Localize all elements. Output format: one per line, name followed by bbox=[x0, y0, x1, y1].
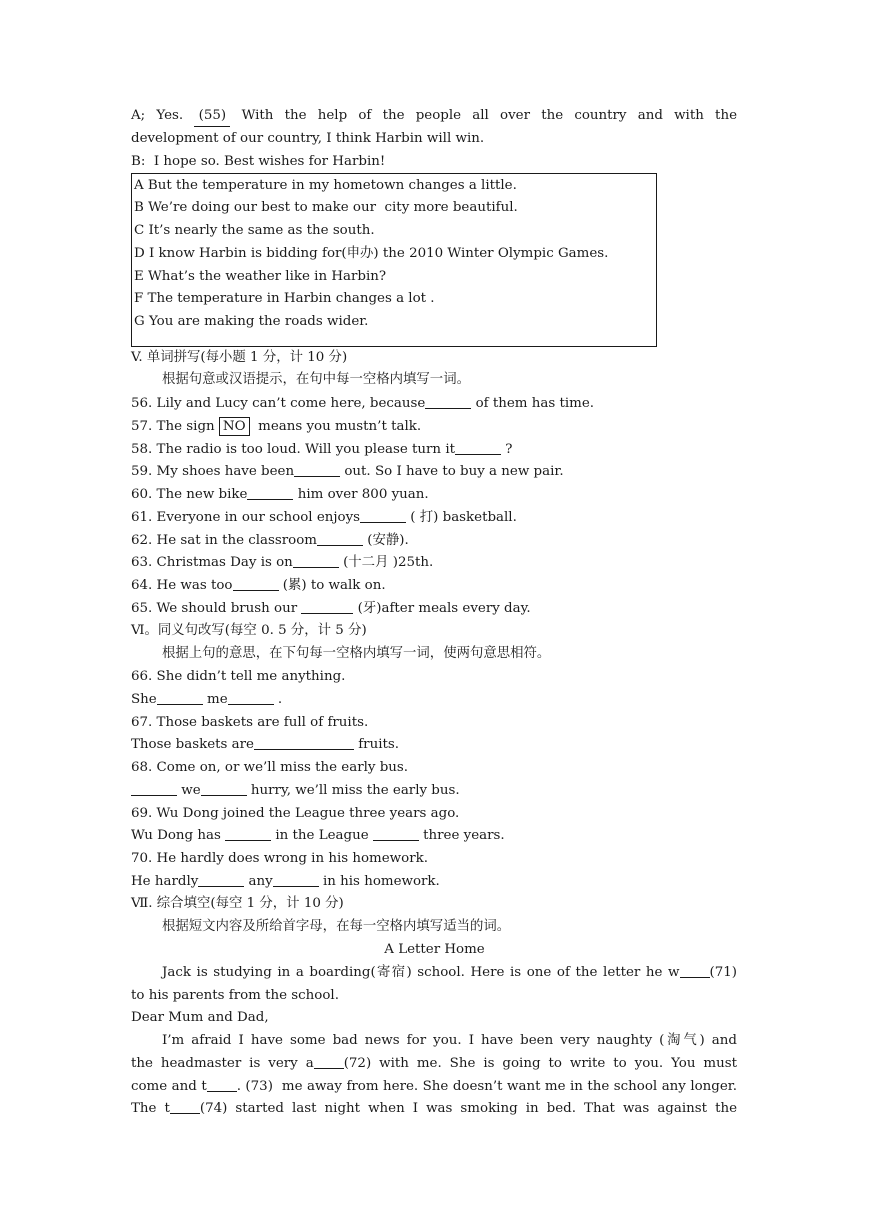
question-63: 63. Christmas Day is on (十二月 )25th. bbox=[131, 555, 434, 570]
blank-60[interactable] bbox=[247, 485, 293, 500]
rewrite-66: She me . bbox=[131, 692, 283, 707]
passage-line-6: The t (74) started last night when I was smoking in bed. That was against the bbox=[131, 1101, 737, 1116]
question-58: 58. The radio is too loud. Will you please turn it ? bbox=[131, 442, 513, 457]
letter-greeting: Dear Mum and Dad, bbox=[131, 1010, 269, 1025]
no-sign: NO bbox=[219, 417, 250, 436]
passage-title: A Letter Home bbox=[384, 942, 485, 957]
section7-title: Ⅶ. 综合填空(每空 1 分，计 10 分) bbox=[131, 896, 344, 911]
blank-56[interactable] bbox=[425, 394, 471, 409]
blank-64[interactable] bbox=[233, 576, 279, 591]
section7-instruction: 根据短文内容及所给首字母，在每一空格内填写适当的词。 bbox=[162, 919, 511, 934]
question-67: 67. Those baskets are full of fruits. bbox=[131, 715, 369, 730]
blank-72[interactable] bbox=[314, 1054, 344, 1069]
question-61: 61. Everyone in our school enjoys ( 打) basketball. bbox=[131, 510, 517, 525]
question-69: 69. Wu Dong joined the League three years ago. bbox=[131, 806, 460, 821]
blank-71[interactable] bbox=[680, 963, 710, 978]
blank-55[interactable]: (55) bbox=[194, 106, 230, 127]
options-box bbox=[131, 173, 657, 347]
blank-63[interactable] bbox=[293, 553, 339, 568]
blank-61[interactable] bbox=[360, 508, 406, 523]
passage-line-3: I’m afraid I have some bad news for you. I have been very naughty (淘气) and bbox=[162, 1033, 737, 1048]
question-62: 62. He sat in the classroom (安静). bbox=[131, 533, 409, 548]
option-e: E What’s the weather like in Harbin? bbox=[134, 269, 387, 284]
passage-line-4: the headmaster is very a (72) with me. She is going to write to you. You must bbox=[131, 1056, 737, 1071]
section6-instruction: 根据上句的意思，在下句每一空格内填写一词，使两句意思相符。 bbox=[162, 646, 551, 661]
option-d: D I know Harbin is bidding for(申办) the 2010 Winter Olympic Games. bbox=[134, 246, 609, 261]
question-65: 65. We should brush our (牙)after meals every day. bbox=[131, 601, 531, 616]
dialogue-line-b: B: I hope so. Best wishes for Harbin! bbox=[131, 154, 386, 169]
option-a: A But the temperature in my hometown changes a little. bbox=[134, 178, 517, 193]
option-g: G You are making the roads wider. bbox=[134, 314, 369, 329]
section5-instruction: 根据句意或汉语提示，在句中每一空格内填写一词。 bbox=[162, 372, 470, 387]
rewrite-67: Those baskets are fruits. bbox=[131, 737, 399, 752]
passage-line-2: to his parents from the school. bbox=[131, 988, 339, 1003]
blank-66b[interactable] bbox=[228, 690, 274, 705]
section6-title: Ⅵ。同义句改写(每空 0. 5 分，计 5 分) bbox=[131, 623, 367, 638]
question-66: 66. She didn’t tell me anything. bbox=[131, 669, 346, 684]
blank-62[interactable] bbox=[317, 531, 363, 546]
option-c: C It’s nearly the same as the south. bbox=[134, 223, 375, 238]
section5-title: V. 单词拼写(每小题 1 分，计 10 分) bbox=[131, 350, 348, 365]
passage-line-1: Jack is studying in a boarding(寄宿) school. Here is one of the letter he w (71) bbox=[162, 965, 737, 980]
question-70: 70. He hardly does wrong in his homework. bbox=[131, 851, 428, 866]
question-68: 68. Come on, or we’ll miss the early bus. bbox=[131, 760, 409, 775]
question-64: 64. He was too (累) to walk on. bbox=[131, 578, 386, 593]
rewrite-68: we hurry, we’ll miss the early bus. bbox=[131, 781, 460, 801]
option-b: B We’re doing our best to make our city more beautiful. bbox=[134, 200, 518, 215]
blank-74[interactable] bbox=[170, 1099, 200, 1114]
dialogue-line-a2: development of our country, I think Harbin will win. bbox=[131, 131, 485, 146]
rewrite-70: He hardly any in his homework. bbox=[131, 874, 440, 889]
rewrite-69: Wu Dong has in the League three years. bbox=[131, 828, 505, 843]
dialogue-line-a: A; Yes. (55) With the help of the people all over the country and with the bbox=[131, 106, 737, 127]
question-59: 59. My shoes have been out. So I have to buy a new pair. bbox=[131, 464, 564, 479]
blank-70a[interactable] bbox=[198, 872, 244, 887]
question-56: 56. Lily and Lucy can’t come here, because of them has time. bbox=[131, 396, 595, 411]
option-f: F The temperature in Harbin changes a lot . bbox=[134, 291, 435, 306]
blank-66a[interactable] bbox=[157, 690, 203, 705]
blank-65[interactable] bbox=[301, 599, 353, 614]
blank-68b[interactable] bbox=[201, 781, 247, 796]
blank-68a[interactable] bbox=[131, 781, 177, 796]
blank-58[interactable] bbox=[455, 440, 501, 455]
blank-69a[interactable] bbox=[225, 826, 271, 841]
blank-67[interactable] bbox=[254, 735, 354, 750]
question-57: 57. The sign NO means you mustn’t talk. bbox=[131, 419, 422, 434]
question-60: 60. The new bike him over 800 yuan. bbox=[131, 487, 429, 502]
blank-73[interactable] bbox=[207, 1077, 237, 1092]
blank-69b[interactable] bbox=[373, 826, 419, 841]
passage-line-5: come and t . (73) me away from here. She doesn’t want me in the school any longer. bbox=[131, 1079, 737, 1094]
blank-70b[interactable] bbox=[273, 872, 319, 887]
blank-59[interactable] bbox=[294, 462, 340, 477]
